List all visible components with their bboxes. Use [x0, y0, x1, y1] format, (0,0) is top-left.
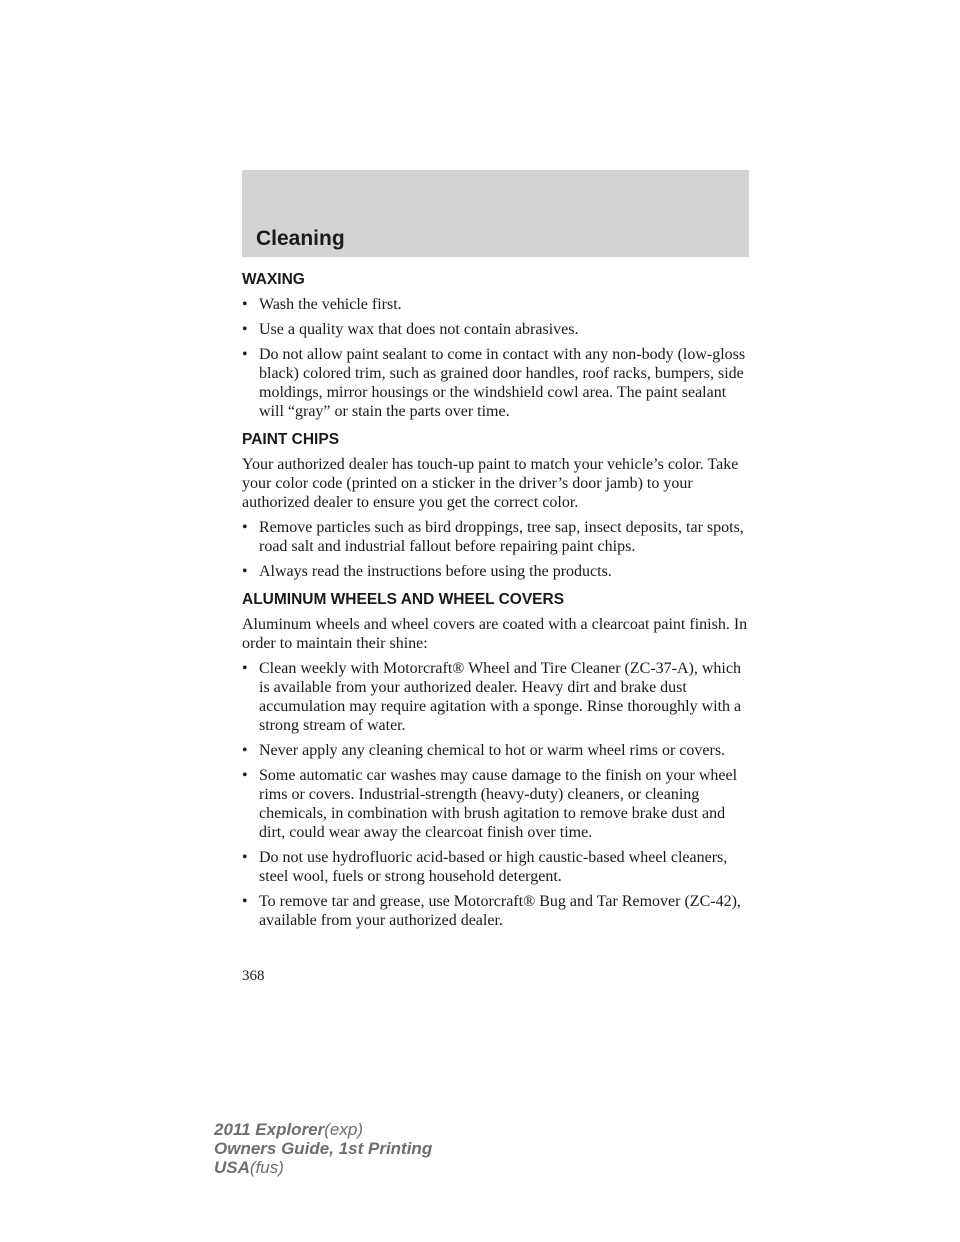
bullet-list [242, 659, 754, 930]
footer-market: USA [214, 1158, 250, 1177]
section-waxing [242, 270, 754, 421]
section-paragraph: Aluminum wheels and wheel covers are coated with a clearcoat paint finish. In order to maintain their shine: [242, 616, 748, 652]
section-heading: PAINT CHIPS [242, 431, 340, 448]
list-item-text: Never apply any cleaning chemical to hot or warm wheel rims or covers. [259, 742, 726, 759]
bullet-icon: • [242, 563, 248, 580]
footer-model-code: (exp) [324, 1120, 363, 1139]
list-item-text: Wash the vehicle first. [259, 296, 402, 313]
footer-model: 2011 Explorer [214, 1120, 325, 1139]
bullet-icon: • [242, 767, 248, 784]
section-aluminum-wheels [242, 590, 754, 930]
footer-line-market [214, 1158, 432, 1177]
section-paragraph: Your authorized dealer has touch-up paint to match your vehicle’s color. Take your color code (printed on a sticker in the driver’s door jamb) to your authorized dealer to ensure you get the correct color. [242, 456, 739, 511]
bullet-icon: • [242, 346, 248, 363]
bullet-list [242, 518, 754, 581]
list-item [242, 320, 754, 339]
list-item-text: Always read the instructions before using the products. [259, 563, 612, 580]
page-content [242, 270, 754, 939]
bullet-icon: • [242, 519, 248, 536]
list-item-text: To remove tar and grease, use Motorcraft® Bug and Tar Remover (ZC-42), available from your authorized dealer. [259, 893, 741, 929]
list-item-text: Use a quality wax that does not contain abrasives. [259, 321, 579, 338]
list-item [242, 848, 754, 886]
section-paint-chips [242, 430, 754, 581]
section-heading: WAXING [242, 271, 305, 288]
list-item-text: Remove particles such as bird droppings, tree sap, insect deposits, tar spots, road salt and industrial fallout before repairing paint chips. [259, 519, 744, 555]
bullet-icon: • [242, 321, 248, 338]
list-item [242, 659, 754, 735]
bullet-icon: • [242, 660, 248, 677]
document-footer [214, 1120, 432, 1177]
list-item [242, 518, 754, 556]
list-item [242, 345, 754, 421]
bullet-icon: • [242, 296, 248, 313]
bullet-icon: • [242, 849, 248, 866]
footer-printing: Owners Guide, 1st Printing [214, 1139, 433, 1158]
list-item-text: Some automatic car washes may cause damage to the finish on your wheel rims or covers. Industrial-strength (heavy-duty) cleaners, or cleaning chemicals, in combination with brush agitation to remove brake dust and dirt, could wear away the clearcoat finish over time. [259, 767, 738, 841]
footer-line-model [214, 1120, 432, 1139]
list-item [242, 892, 754, 930]
list-item [242, 741, 754, 760]
list-item-text: Do not use hydrofluoric acid-based or high caustic-based wheel cleaners, steel wool, fuels or strong household detergent. [259, 849, 728, 885]
list-item [242, 562, 754, 581]
bullet-icon: • [242, 893, 248, 910]
list-item-text: Clean weekly with Motorcraft® Wheel and Tire Cleaner (ZC-37-A), which is available from your authorized dealer. Heavy dirt and brake dust accumulation may require agitation with a sponge. Rinse thoroughly with a strong stream of water. [259, 660, 742, 734]
section-header-band [242, 170, 749, 257]
footer-line-printing [214, 1139, 432, 1158]
footer-market-code: (fus) [249, 1158, 284, 1177]
list-item [242, 766, 754, 842]
section-heading: ALUMINUM WHEELS AND WHEEL COVERS [242, 591, 565, 608]
bullet-list [242, 295, 754, 421]
list-item [242, 295, 754, 314]
bullet-icon: • [242, 742, 248, 759]
page-number: 368 [242, 968, 265, 984]
list-item-text: Do not allow paint sealant to come in contact with any non-body (low-gloss black) colored trim, such as grained door handles, roof racks, bumpers, side moldings, mirror housings or the windshield cowl area. The paint sealant will “gray” or stain the parts over time. [259, 346, 746, 420]
section-title: Cleaning [256, 227, 345, 250]
